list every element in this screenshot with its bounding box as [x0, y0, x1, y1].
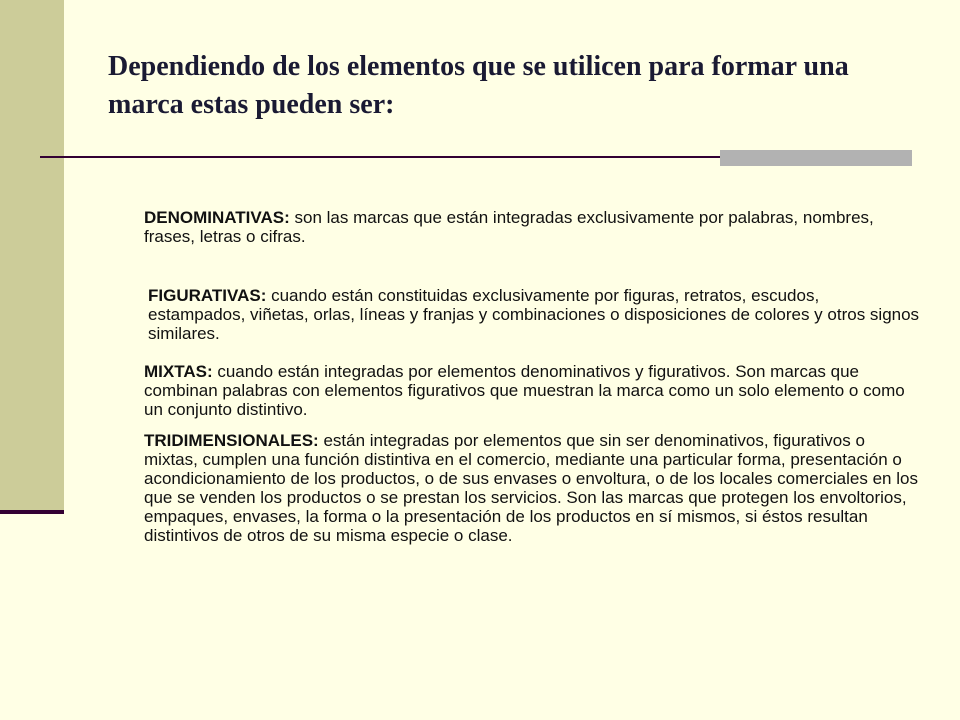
- left-accent-bar: [0, 0, 64, 510]
- term-denominativas: DENOMINATIVAS:: [144, 208, 290, 227]
- definition-mixtas: cuando están integradas por elementos denominativos y figurativos. Son marcas que combinan palabras con elementos figurativos que muestran la marca como un solo elemento o como un conjunto distintivo.: [144, 362, 905, 419]
- title-divider-accent: [720, 150, 912, 166]
- slide-title: Dependiendo de los elementos que se utilicen para formar una marca estas pueden ser:: [108, 51, 849, 120]
- left-accent-bar-base: [0, 510, 64, 514]
- paragraph-denominativas: [144, 208, 920, 246]
- slide-body: [144, 208, 920, 545]
- paragraph-mixtas: [144, 362, 920, 419]
- paragraph-figurativas: [144, 286, 920, 343]
- definition-figurativas: cuando están constituidas exclusivamente por figuras, retratos, escudos, estampados, viñetas, orlas, líneas y franjas y combinaciones o disposiciones de colores y otros signos similares.: [148, 286, 920, 343]
- definition-denominativas: son las marcas que están integradas exclusivamente por palabras, nombres, frases, letras o cifras.: [144, 208, 874, 246]
- definition-tridimensionales: están integradas por elementos que sin ser denominativos, figurativos o mixtas, cumplen una función distintiva en el comercio, mediante una particular forma, presentación o acondicionamiento de los productos, o de sus envases o envoltura, o de los locales comerciales en los que se venden los productos o se prestan los servicios. Son las marcas que protegen los envoltorios, empaques, envases, la forma o la presentación de los productos en sí mismos, si éstos resultan distintivos de otros de su misma especie o clase.: [144, 431, 918, 545]
- term-mixtas: MIXTAS:: [144, 362, 213, 381]
- term-tridimensionales: TRIDIMENSIONALES:: [144, 431, 319, 450]
- paragraph-tridimensionales: [144, 431, 920, 545]
- term-figurativas: FIGURATIVAS:: [148, 286, 267, 305]
